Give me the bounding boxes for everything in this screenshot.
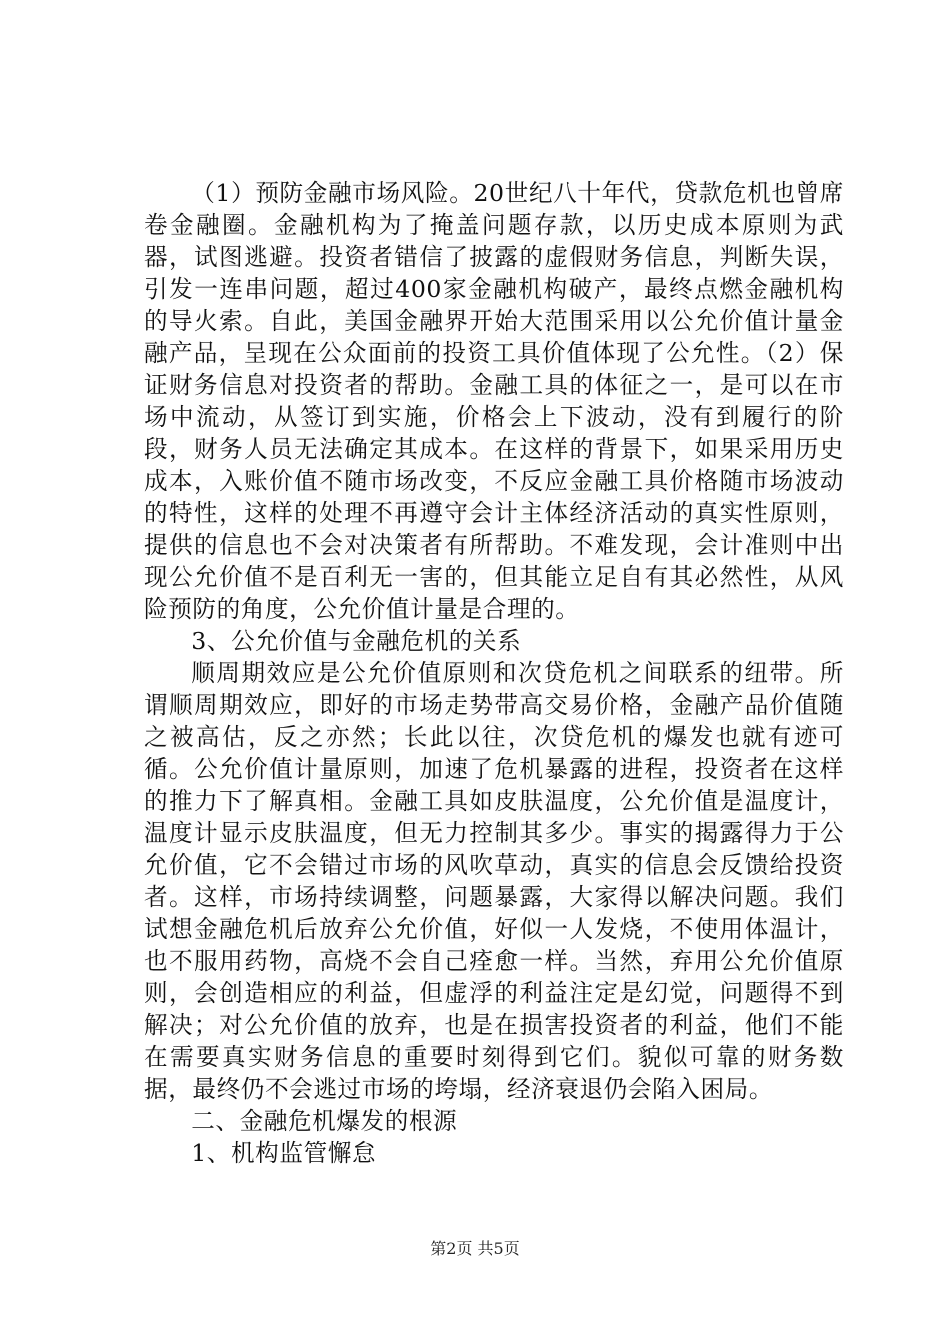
subsection-heading-regulation-lax: 1、机构监管懈怠 — [191, 1139, 377, 1167]
section-heading-fair-value-crisis: 3、公允价值与金融危机的关系 — [191, 627, 522, 655]
page-footer: 第2页 共5页 — [430, 1239, 520, 1258]
paragraph-procyclical-effect: 顺周期效应是公允价值原则和次贷危机之间联系的纽带。所谓顺周期效应，即好的市场走势带高交易价格，金融产品价值随之被高估，反之亦然；长此以往，次贷危机的爆发也就有迹可循。公允价值计量原则，加速了危机暴露的进程，投资者在这样的推力下了解真相。金融工具如皮肤温度，公允价值是温度计，温度计显示皮肤温度，但无力控制其多少。事实的揭露得力于公允价值，它不会错过市场的风吹草动，真实的信息会反馈给投资者。这样，市场持续调整，问题暴露，大家得以解决问题。我们试想金融危机后放弃公允价值，好似一人发烧，不使用体温计，也不服用药物，高烧不会自己痊愈一样。当然，弃用公允价值原则，会创造相应的利益，但虚浮的利益注定是幻觉，问题得不到解决；对公允价值的放弃，也是在损害投资者的利益，他们不能在需要真实财务信息的重要时刻得到它们。貌似可靠的财务数据，最终仍不会逃过市场的垮塌，经济衰退仍会陷入困局。 — [144, 659, 844, 1103]
section-heading-crisis-roots: 二、金融危机爆发的根源 — [191, 1107, 458, 1135]
document-body — [144, 177, 844, 1169]
paragraph-fair-value-reasons: （1）预防金融市场风险。20世纪八十年代，贷款危机也曾席卷金融圈。金融机构为了掩盖问题存款，以历史成本原则为武器，试图逃避。投资者错信了披露的虚假财务信息，判断失误，引发一连串问题，超过400家金融机构破产，最终点燃金融机构的导火索。自此，美国金融界开始大范围采用以公允价值计量金融产品，呈现在公众面前的投资工具价值体现了公允性。（2）保证财务信息对投资者的帮助。金融工具的体征之一，是可以在市场中流动，从签订到实施，价格会上下波动，没有到履行的阶段，财务人员无法确定其成本。在这样的背景下，如果采用历史成本，入账价值不随市场改变，不反应金融工具价格随市场波动的特性，这样的处理不再遵守会计主体经济活动的真实性原则，提供的信息也不会对决策者有所帮助。不难发现，会计准则中出现公允价值不是百利无一害的，但其能立足自有其必然性，从风险预防的角度，公允价值计量是合理的。 — [144, 179, 844, 623]
